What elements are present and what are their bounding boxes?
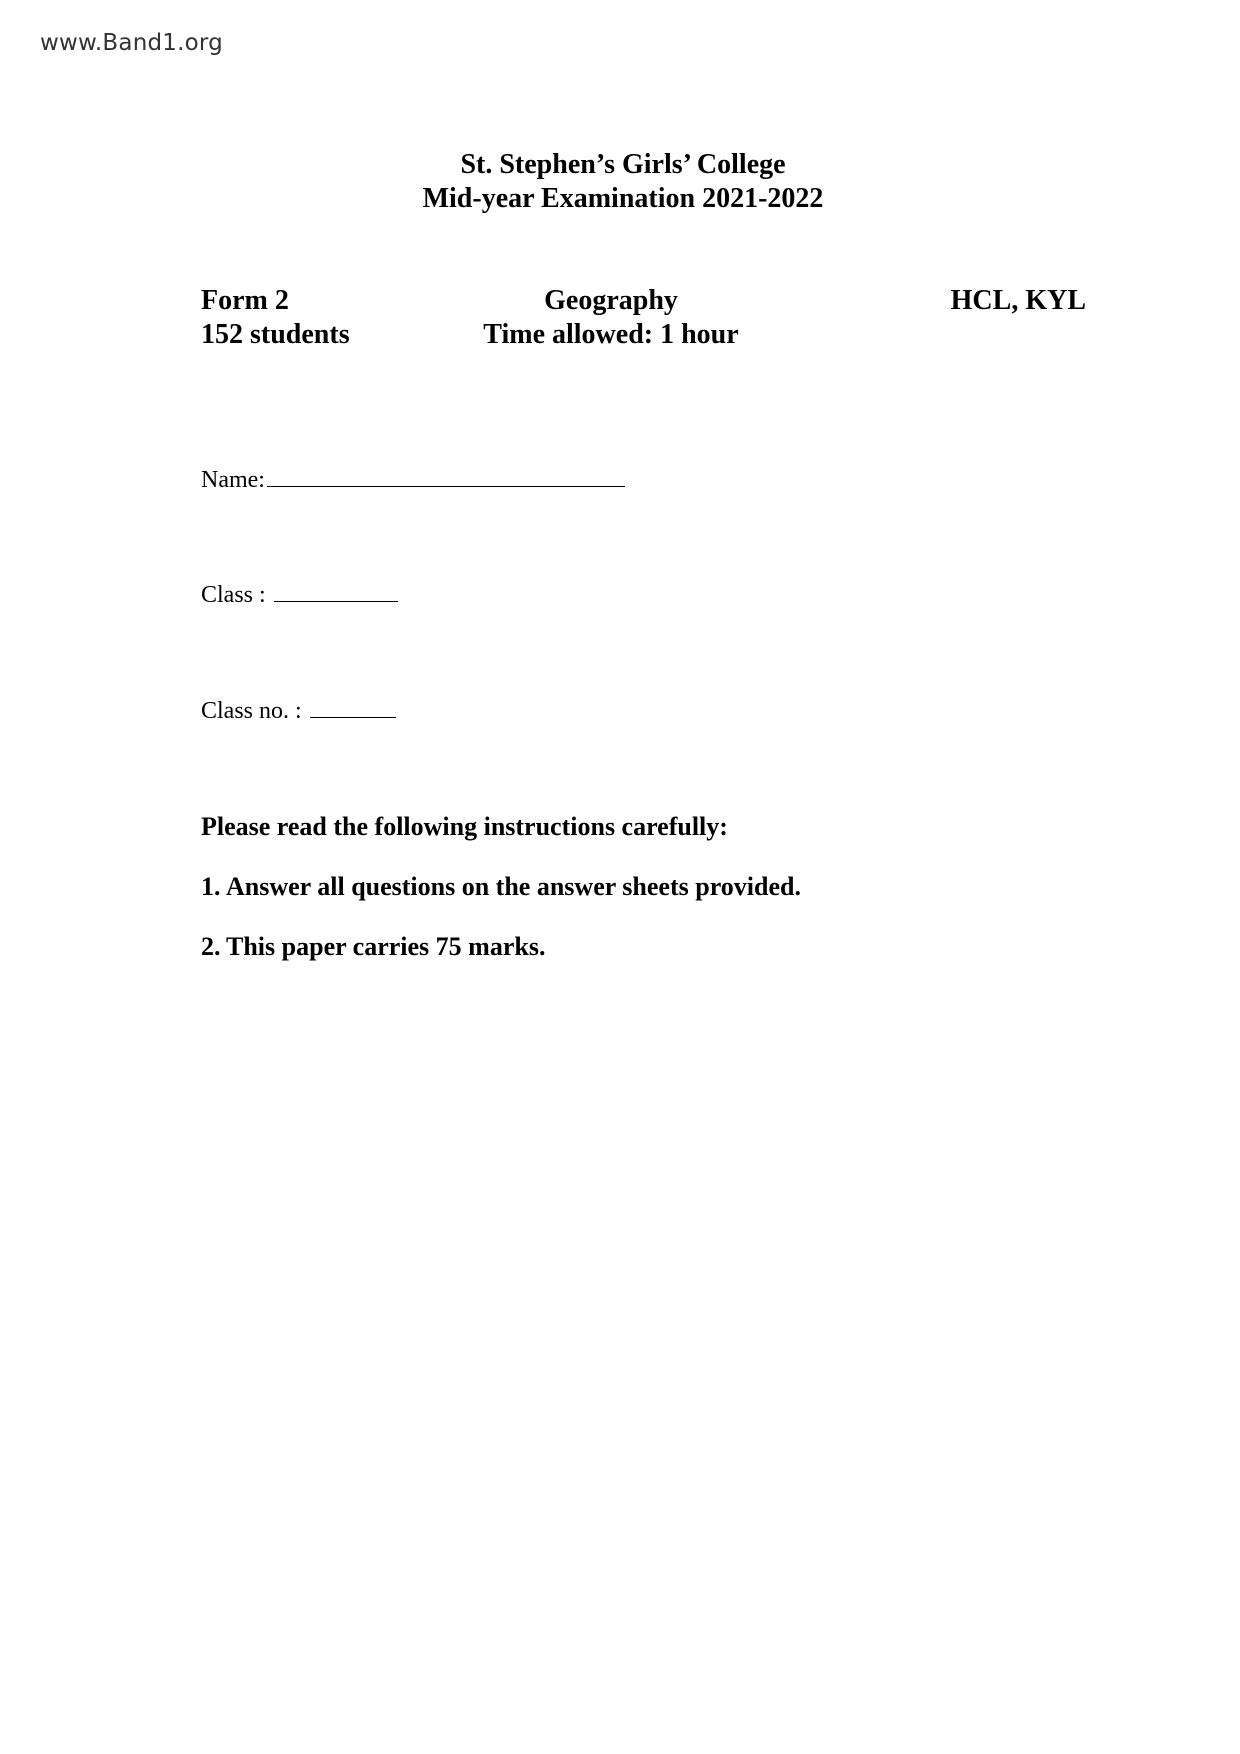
instruction-item: [201, 872, 1101, 902]
instruction-number: 2.: [201, 932, 221, 961]
name-blank-line[interactable]: [267, 466, 625, 487]
class-no-blank-line[interactable]: [310, 697, 396, 718]
student-count: 152 students: [201, 319, 350, 350]
meta-right-column: [951, 284, 1086, 318]
subject-name: Geography: [544, 285, 678, 316]
instruction-item: [201, 932, 1101, 962]
name-label: Name:: [201, 467, 265, 493]
instruction-text: Answer all questions on the answer sheets provided.: [226, 872, 801, 901]
meta-left-column: [201, 284, 350, 352]
meta-center-column: [461, 284, 761, 352]
school-name: St. Stephen’s Girls’ College: [460, 149, 786, 180]
instruction-number: 1.: [201, 872, 221, 901]
time-allowed: Time allowed: 1 hour: [483, 319, 739, 350]
class-no-field: [201, 697, 396, 725]
exam-title: Mid-year Examination 2021-2022: [422, 183, 824, 214]
name-field: [201, 466, 625, 494]
form-level: Form 2: [201, 285, 289, 316]
class-label: Class :: [201, 582, 266, 608]
watermark-url: www.Band1.org: [40, 30, 223, 56]
teacher-initials: HCL, KYL: [950, 285, 1086, 316]
class-blank-line[interactable]: [274, 581, 398, 602]
class-no-label: Class no. :: [201, 698, 302, 724]
instructions-section: [201, 812, 1101, 992]
exam-title-block: [0, 148, 1240, 216]
instruction-text: This paper carries 75 marks.: [226, 932, 546, 961]
exam-meta: [201, 284, 1086, 354]
class-field: [201, 581, 398, 609]
instructions-heading: Please read the following instructions carefully:: [201, 812, 728, 841]
